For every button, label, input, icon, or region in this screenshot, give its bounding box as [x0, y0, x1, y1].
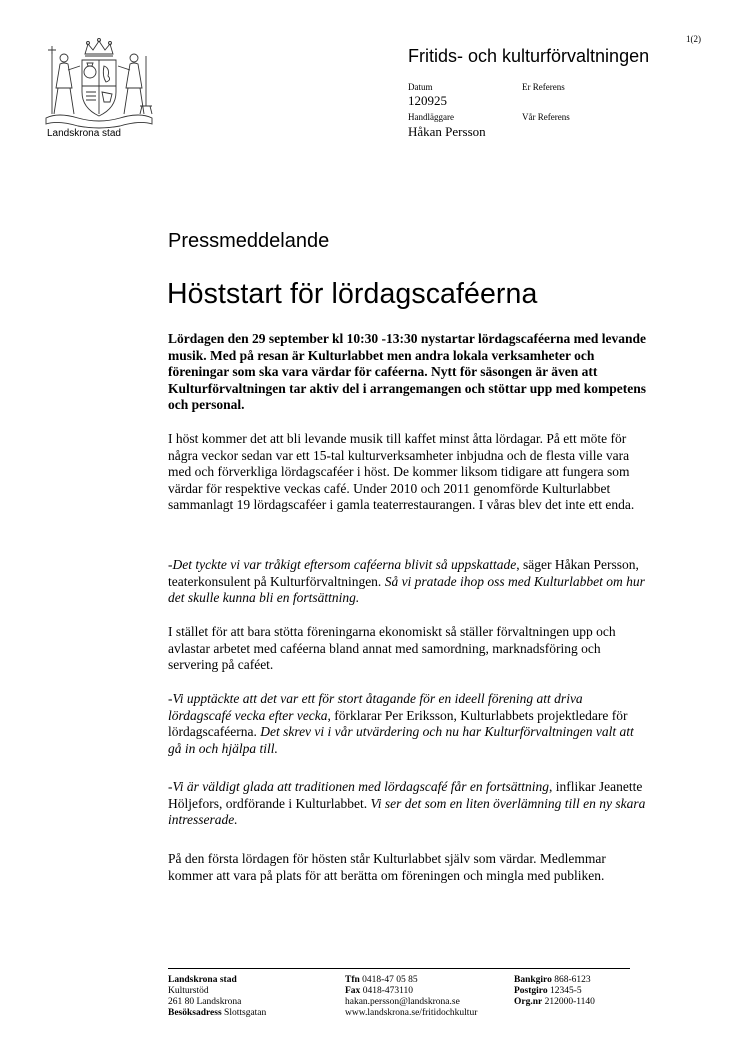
quote-text: -Vi upptäckte att det var ett för stort åtagande för en ideell förening att driva lördagscafé vecka efter vecka — [168, 691, 583, 723]
quote-text-continued: Det skrev vi i vår utvärdering och nu har Kulturförvaltningen valt att gå in och hjälpa till. — [168, 724, 634, 756]
quote-paragraph-per — [168, 691, 648, 757]
quote-text: -Det tyckte vi var tråkigt eftersom caféerna blivit så uppskattade — [168, 557, 517, 572]
quote-attribution: , säger Håkan Persson, teaterkonsulent på Kulturförvaltningen. — [168, 557, 639, 589]
your-reference-label: Er Referens — [522, 82, 565, 92]
footer-website: www.landskrona.se/fritidochkultur — [345, 1008, 478, 1018]
footer-email: hakan.persson@landskrona.se — [345, 997, 460, 1007]
paragraph-first-saturday: På den första lördagen för hösten står Kulturlabbet själv som värdar. Medlemmar kommer att vara på plats för att berätta om föreningen och mingla med publiken. — [168, 851, 606, 883]
quote-paragraph-jeanette — [168, 779, 648, 829]
quote-text: -Vi är väldigt glada att traditionen med lördagscafé får en fortsättning — [168, 779, 549, 794]
handler-value: Håkan Persson — [408, 124, 486, 139]
footer-visit-value: Slottsgatan — [224, 1008, 267, 1018]
footer-address-block — [168, 975, 266, 1019]
quote-attribution: , inflikar Jeanette Höljefors, ordförande i Kulturlabbet. — [168, 779, 643, 811]
footer-postal-address: 261 80 Landskrona — [168, 997, 242, 1007]
quote-text-continued: Så vi pratade ihop oss med Kulturlabbet om hur det skulle kunna bli en fortsättning. — [168, 573, 645, 606]
footer-visit-label: Besöksadress — [168, 1008, 222, 1018]
document-type-heading: Pressmeddelande — [168, 230, 330, 252]
footer-org-name: Landskrona stad — [168, 975, 237, 985]
paragraph-intro: I höst kommer det att bli levande musik till kaffet minst åtta lördagar. På ett möte för några veckor sedan var ett 15-tal kulturverksamheter inbjudna och de flesta ville vara med och förverkliga lördagscaféer i höst. De kommer liksom tidigare att fungera som värdar för respektive veckas café. Under 2010 och 2011 genomförde Kulturlabbet sammanlagt 19 lördagscaféer i gamla teaterrestaurangen. I våras blev det inte ett enda. — [168, 431, 635, 513]
footer-phone-label: Tfn — [345, 975, 360, 985]
footer-divider — [168, 968, 630, 969]
lead-paragraph: Lördagen den 29 september kl 10:30 -13:30 nystartar lördagscaféerna med levande musik. Med på resan är Kulturlabbet men andra lokala verksamheter och föreningar som ska vara värdar för caféerna. Nytt för säsongen är även att Kulturförvaltningen tar aktiv del i arrangemangen och stöttar upp med kompetens och personal. — [168, 331, 647, 413]
logo-caption: Landskrona stad — [47, 128, 121, 139]
landskrona-coat-of-arms-logo — [38, 36, 160, 144]
paragraph-support: I stället för att bara stötta föreningarna ekonomiskt så ställer förvaltningen upp och avlastar arbetet med caféerna bland annat med samordning, marknadsföring och servering på caféet. — [168, 624, 616, 673]
footer-unit: Kulturstöd — [168, 986, 209, 996]
footer-payment-block — [514, 975, 595, 1008]
quote-text-continued: Vi ser det som en liten överlämning till en ny skara intresserade. — [168, 795, 646, 828]
date-label: Datum — [408, 82, 433, 92]
footer-orgnr-label: Org.nr — [514, 997, 543, 1007]
footer-fax-label: Fax — [345, 986, 361, 996]
quote-paragraph-hakan — [168, 557, 648, 607]
footer-fax-value: 0418-473110 — [362, 986, 413, 996]
date-value: 120925 — [408, 93, 447, 108]
footer-orgnr-value: 212000-1140 — [544, 997, 595, 1007]
footer-postgiro-value: 12345-5 — [549, 986, 582, 996]
department-name: Fritids- och kulturförvaltningen — [408, 46, 650, 66]
quote-attribution: , förklarar Per Eriksson, Kulturlabbets projektledare för lördagscaféerna. — [168, 707, 628, 740]
headline: Höststart för lördagscaféerna — [167, 278, 538, 310]
footer-bankgiro-value: 868-6123 — [554, 975, 591, 985]
our-reference-label: Vår Referens — [522, 112, 570, 122]
handler-label: Handläggare — [408, 112, 454, 122]
footer-phone-value: 0418-47 05 85 — [362, 975, 418, 985]
footer-contact-block — [345, 975, 477, 1019]
footer-postgiro-label: Postgiro — [514, 986, 548, 996]
page-number: 1(2) — [686, 34, 701, 44]
footer-bankgiro-label: Bankgiro — [514, 975, 552, 985]
